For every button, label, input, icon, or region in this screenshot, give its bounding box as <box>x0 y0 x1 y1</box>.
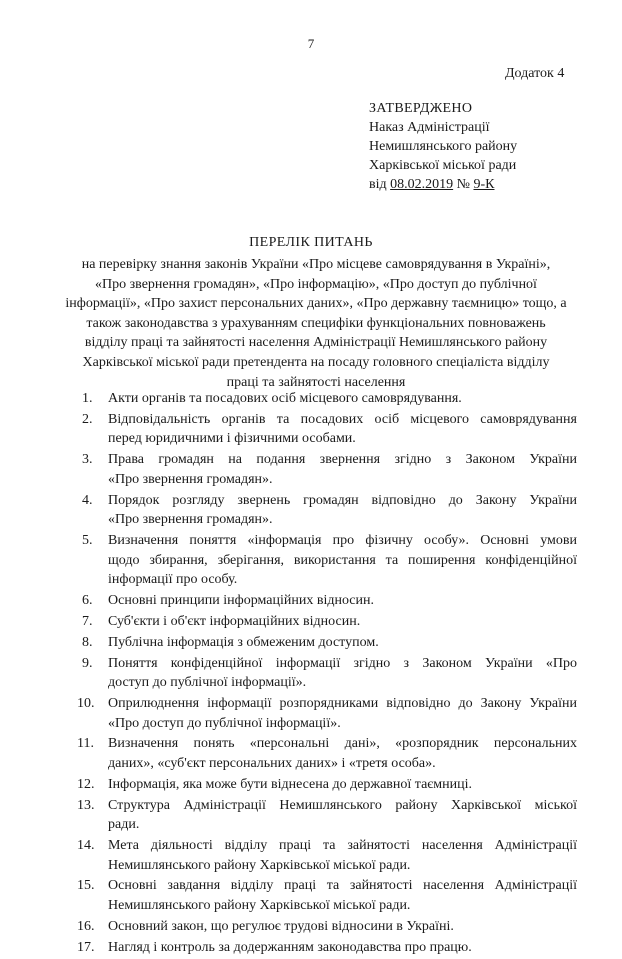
question-number: 14. <box>77 838 95 854</box>
question-item <box>82 491 577 530</box>
question-text <box>108 876 577 915</box>
subtitle-line: «Про звернення громадян», «Про інформацію», «Про доступ до публічної <box>95 276 537 292</box>
question-text-line: Публічна інформація з обмеженим доступом. <box>108 634 379 650</box>
question-number: 7. <box>82 613 93 629</box>
question-text-line: інформації про особу. <box>108 572 238 588</box>
question-text-line: Поняття конфіденційної інформації згідно з Законом України «Про <box>108 655 577 671</box>
approval-number-prefix: № <box>453 177 474 192</box>
question-text <box>108 633 577 653</box>
document-title: ПЕРЕЛІК ПИТАНЬ <box>249 235 373 250</box>
question-text <box>108 612 577 632</box>
question-number: 4. <box>82 492 93 508</box>
question-item <box>82 633 577 653</box>
question-text-line: Визначення понять «персональні дані», «розпорядник персональних <box>108 736 577 752</box>
question-text <box>108 938 577 958</box>
question-text <box>108 775 577 795</box>
question-number: 8. <box>82 634 93 650</box>
questions-list <box>77 389 577 959</box>
question-text-line: Структура Адміністрації Немишлянського району Харківської міської <box>108 797 577 813</box>
subtitle-line: праці та зайнятості населення <box>226 374 406 390</box>
question-text-line: перед юридичними і фізичними особами. <box>108 431 356 447</box>
question-number: 3. <box>82 452 93 468</box>
question-number: 11. <box>77 736 94 752</box>
question-number: 5. <box>82 533 93 549</box>
question-text-line: Основні завдання відділу праці та зайнятості населення Адміністрації <box>108 878 577 894</box>
question-text-line: Акти органів та посадових осіб місцевого самоврядування. <box>108 391 462 406</box>
subtitle-line: Харківської міської ради претендента на посаду головного спеціаліста відділу <box>82 354 550 370</box>
approval-date-line <box>369 175 517 194</box>
question-text <box>108 694 577 733</box>
question-text-line: Немишлянського району Харківської міської ради. <box>108 857 411 873</box>
appendix-label: Додаток 4 <box>505 66 565 81</box>
question-text-line: Інформація, яка може бути віднесена до державної таємниці. <box>108 776 473 792</box>
question-item <box>77 796 577 835</box>
question-text <box>108 917 577 937</box>
question-item <box>82 612 577 632</box>
question-number: 16. <box>77 918 95 934</box>
question-number: 17. <box>77 939 95 955</box>
question-number: 10. <box>77 696 95 712</box>
question-text-line: Основні принципи інформаційних відносин. <box>108 592 374 608</box>
question-text <box>108 450 577 489</box>
question-text <box>108 531 577 590</box>
question-text-line: доступ до публічної інформації». <box>108 675 307 691</box>
question-number: 6. <box>82 592 93 608</box>
question-text-line: «Про звернення громадян». <box>108 512 273 528</box>
question-text-line: даних», «суб'єкт персональних даних» і «третя особа». <box>108 755 436 771</box>
question-text-line: Оприлюднення інформації розпорядниками відповідно до Закону України <box>108 696 577 712</box>
question-item <box>82 450 577 489</box>
question-text-line: Основний закон, що регулює трудові відносини в Україні. <box>108 918 454 934</box>
page-number: 7 <box>307 36 315 51</box>
question-item <box>77 775 577 795</box>
question-item <box>77 917 577 937</box>
question-text-line: Визначення поняття «інформація про фізичну особу». Основні умови <box>108 533 577 549</box>
question-text-line: Немишлянського району Харківської міської ради. <box>108 897 411 913</box>
question-item <box>82 389 577 409</box>
subtitle-line: також законодавства з урахуванням специфіки функціональних повноважень <box>86 315 546 331</box>
question-text-line: Мета діяльності відділу праці та зайнятості населення Адміністрації <box>108 838 577 854</box>
question-text-line: Відповідальність органів та посадових осіб місцевого самоврядування <box>108 411 577 427</box>
approval-date: 08.02.2019 <box>390 177 454 192</box>
question-number: 15. <box>77 878 95 894</box>
approval-district-line: Немишлянського району <box>369 139 518 154</box>
question-item <box>77 694 577 733</box>
question-text <box>108 410 577 449</box>
question-number: 13. <box>77 797 95 813</box>
question-item <box>82 654 577 693</box>
question-text <box>108 591 577 611</box>
question-item <box>82 410 577 449</box>
question-text <box>108 654 577 693</box>
approval-council-line: Харківської міської ради <box>369 158 517 173</box>
question-item <box>77 836 577 875</box>
question-number: 9. <box>82 655 93 671</box>
question-text <box>108 796 577 835</box>
approval-heading: ЗАТВЕРДЖЕНО <box>369 101 473 116</box>
question-text-line: ради. <box>108 817 140 833</box>
question-text <box>108 491 577 530</box>
question-item <box>77 734 577 773</box>
question-text-line: «Про доступ до публічної інформації». <box>108 715 341 731</box>
question-text <box>108 734 577 773</box>
question-text-line: «Про звернення громадян». <box>108 471 273 487</box>
question-text-line: Суб'єкти і об'єкт інформаційних відносин. <box>108 613 361 629</box>
question-item <box>77 876 577 915</box>
question-text-line: Нагляд і контроль за додержанням законодавства про працю. <box>108 939 472 955</box>
question-number: 1. <box>82 391 93 406</box>
subtitle-line: відділу праці та зайнятості населення Адміністрації Немишлянського району <box>84 335 548 351</box>
question-number: 12. <box>77 776 95 792</box>
question-item <box>82 531 577 590</box>
approval-number: 9-К <box>473 177 495 192</box>
question-item <box>77 938 577 958</box>
question-text-line: щодо збирання, зберігання, використання та поширення конфіденційної <box>108 552 577 568</box>
question-text <box>108 836 577 875</box>
question-text-line: Порядок розгляду звернень громадян відповідно до Закону України <box>108 492 577 508</box>
approval-date-prefix: від <box>369 177 391 192</box>
question-text-line: Права громадян на подання звернення згідно з Законом України <box>108 452 577 468</box>
question-number: 2. <box>82 411 93 427</box>
question-text <box>108 389 577 409</box>
subtitle-line: інформації», «Про захист персональних даних», «Про державну таємницю» тощо, а <box>65 296 567 312</box>
approval-block <box>369 99 517 194</box>
approval-order-line: Наказ Адміністрації <box>369 120 490 135</box>
question-item <box>82 591 577 611</box>
document-subtitle <box>56 255 576 392</box>
subtitle-line: на перевірку знання законів України «Про місцеве самоврядування в Україні», <box>81 257 551 272</box>
